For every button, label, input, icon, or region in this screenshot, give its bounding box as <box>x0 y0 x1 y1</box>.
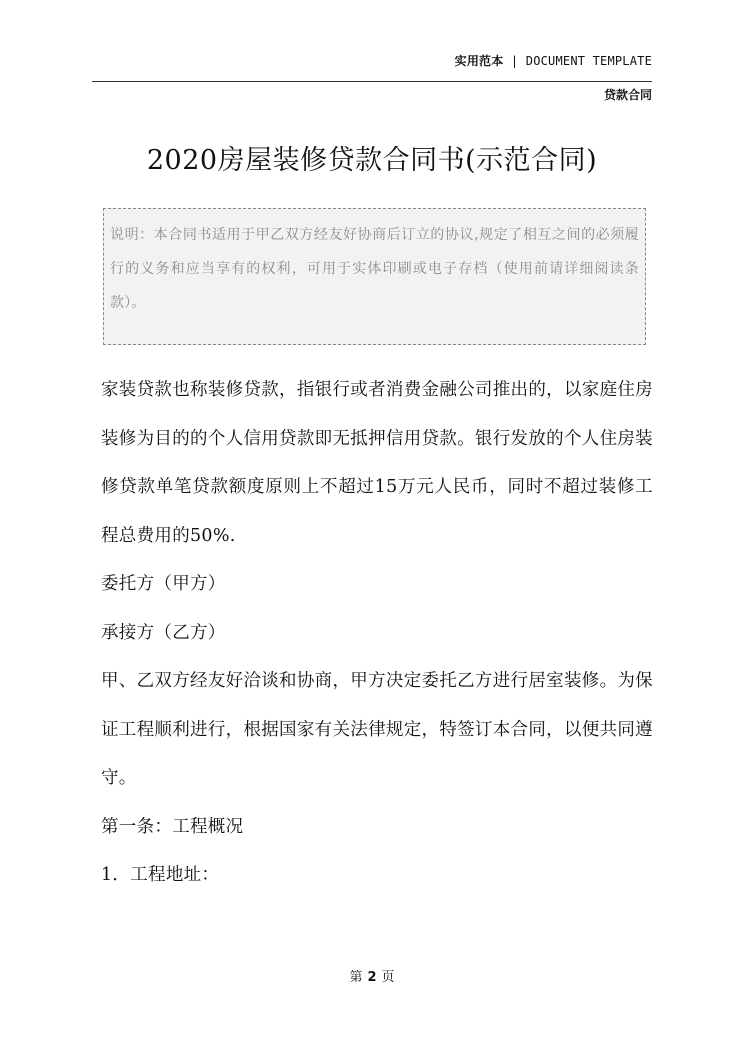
header-separator: | <box>510 54 519 68</box>
document-header <box>455 52 652 69</box>
note-box <box>103 208 646 345</box>
document-title: 2020房屋装修贷款合同书(示范合同) <box>146 145 598 176</box>
document-body <box>101 366 653 900</box>
intro-paragraph: 家装贷款也称装修贷款，指银行或者消费金融公司推出的，以家庭住房装修为目的的个人信用贷款即无抵押信用贷款。银行发放的个人住房装修贷款单笔贷款额度原则上不超过15万元人民币，同时不超过装修工程总费用的50%. <box>101 380 653 546</box>
header-category: 贷款合同 <box>603 88 652 102</box>
header-template-label: DOCUMENT TEMPLATE <box>525 54 652 68</box>
note-text: 说明：本合同书适用于甲乙双方经友好协商后订立的协议,规定了相互之间的必须履行的义务和应当享有的权利，可用于实体印刷或电子存档（使用前请详细阅读条款）。 <box>110 227 639 311</box>
header-divider <box>92 81 652 82</box>
contractor-party-line: 承接方（乙方） <box>101 622 226 643</box>
article-one-heading: 第一条：工程概况 <box>101 816 244 837</box>
page-number: 2 <box>367 970 377 985</box>
footer-suffix: 页 <box>381 970 395 985</box>
header-tag: 实用范本 <box>454 54 504 68</box>
client-party-line: 委托方（甲方） <box>101 574 226 594</box>
page-footer <box>0 966 744 985</box>
project-address-line: 1．工程地址： <box>101 865 220 885</box>
footer-prefix: 第 <box>349 970 363 985</box>
agreement-paragraph: 甲、乙双方经友好洽谈和协商，甲方决定委托乙方进行居室装修。为保证工程顺利进行，根据国家有关法律规定，特签订本合同，以便共同遵守。 <box>101 671 653 788</box>
